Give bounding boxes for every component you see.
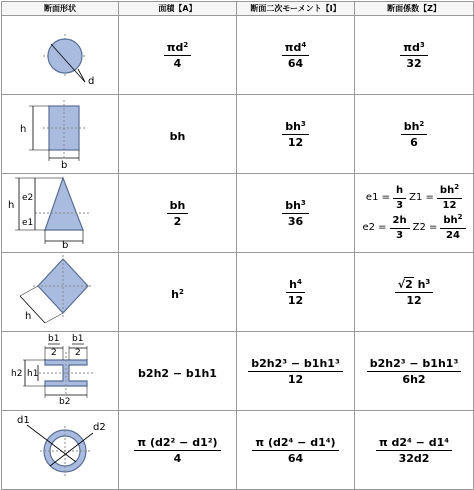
two-right-label: 2 [75, 348, 81, 358]
circle-section-diagram [5, 16, 115, 90]
modulus-rectangle: $\frac{bh^2}{6}$ [355, 95, 474, 174]
diameter-label: d [88, 76, 95, 87]
inertia-triangle: $\frac{bh^3}{36}$ [237, 174, 355, 253]
height-label: h [20, 124, 27, 135]
area-ring: $\frac{\text{π (d2² − d1²)}}{4}$ [119, 411, 237, 490]
row-rectangle [2, 95, 474, 174]
h2-label: h2 [11, 369, 23, 379]
header-area: 面積【A】 [119, 2, 237, 16]
header-inertia: 断面二次モーメント【I】 [237, 2, 355, 16]
shape-diamond-cell [2, 253, 119, 332]
triangle-shape [45, 178, 83, 230]
shape-ring-cell [2, 411, 119, 490]
inertia-rectangle: $\frac{bh^3}{12}$ [237, 95, 355, 174]
area-circle: $\frac{\pi d^2}{4}$ [119, 16, 237, 95]
shape-rectangle-cell [2, 95, 119, 174]
area-h-section: b2h2 − b1h1 [119, 332, 237, 411]
shape-circle-cell [2, 16, 119, 95]
inertia-circle: $\frac{\pi d^4}{64}$ [237, 16, 355, 95]
inertia-h-section: $\frac{\text{b2h2³ − b1h1³}}{12}$ [237, 332, 355, 411]
modulus-ring: $\frac{\text{π d2⁴ − d1⁴}}{32d2}$ [355, 411, 474, 490]
b2-label: b2 [59, 397, 71, 406]
row-circle [2, 16, 474, 95]
triangle-section-diagram [5, 174, 115, 248]
two-left-label: 2 [51, 348, 57, 358]
area-triangle: $\frac{bh}{2}$ [119, 174, 237, 253]
header-shape: 断面形状 [2, 2, 119, 16]
d1-label: d1 [17, 415, 30, 426]
diamond-section-diagram [5, 253, 115, 327]
inertia-diamond: $\frac{h^4}{12}$ [237, 253, 355, 332]
modulus-circle: $\frac{\pi d^3}{32}$ [355, 16, 474, 95]
tri-width-label: b [62, 240, 69, 248]
ring-section-diagram [5, 411, 115, 485]
rectangle-section-diagram [5, 95, 115, 169]
row-h-section [2, 332, 474, 411]
h-section-diagram [5, 332, 115, 406]
h1-label: h1 [27, 369, 39, 379]
area-rectangle: bh [119, 95, 237, 174]
e1-label: e1 [22, 218, 34, 228]
modulus-h-section: $\frac{\text{b2h2³ − b1h1³}}{6h2}$ [355, 332, 474, 411]
width-label: b [61, 160, 68, 169]
row-ring [2, 411, 474, 490]
row-triangle [2, 174, 474, 253]
d2-label: d2 [93, 422, 106, 433]
shape-triangle-cell [2, 174, 119, 253]
shape-h-section-cell [2, 332, 119, 411]
row-diamond [2, 253, 474, 332]
e2-label: e2 [22, 193, 34, 203]
tri-height-label: h [8, 200, 15, 211]
inertia-ring: $\frac{\text{π (d2⁴ − d1⁴)}}{64}$ [237, 411, 355, 490]
diamond-h-label: h [25, 311, 32, 322]
modulus-triangle: e1 = $\frac{h}{3}$ Z1 = $\frac{bh^2}{12}$ e2 = $\frac{2h}{3}$ Z2 = $\frac{bh^2}{24}$ [355, 174, 474, 253]
modulus-diamond: $\frac{√2 h^3}{12}$ [355, 253, 474, 332]
section-properties-table [1, 1, 474, 490]
header-row [2, 2, 474, 16]
circle-shape [48, 39, 82, 73]
b1-left-label: b1 [48, 334, 60, 344]
header-modulus: 断面係数【Z】 [355, 2, 474, 16]
area-diamond: $h^2$ [119, 253, 237, 332]
b1-right-label: b1 [72, 334, 84, 344]
